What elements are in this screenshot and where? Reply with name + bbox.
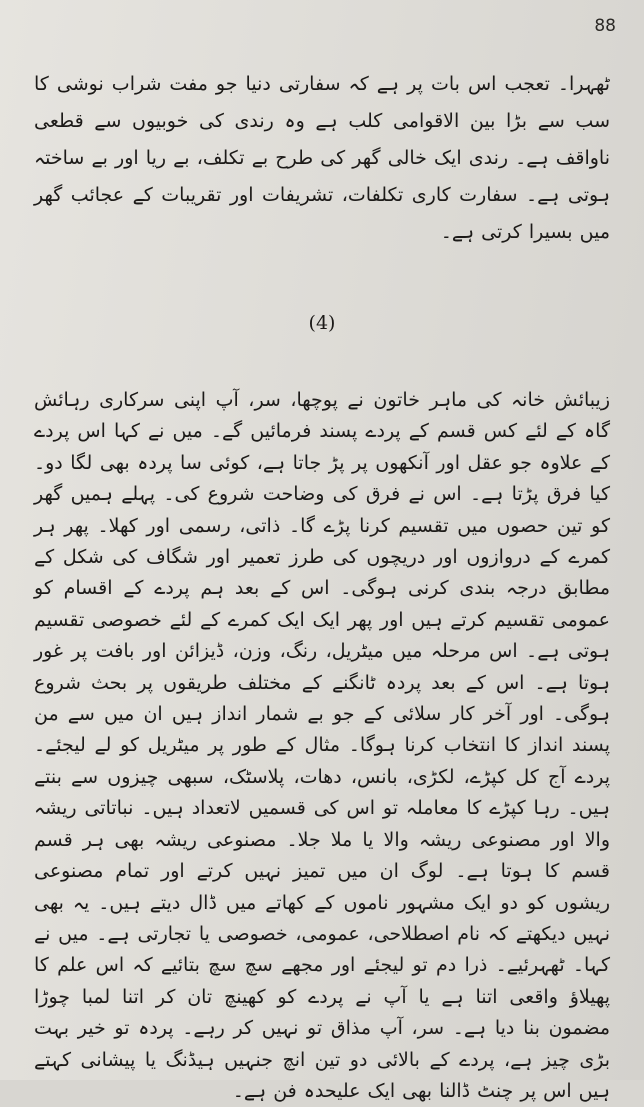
paragraph-2: زیبائش خانہ کی ماہر خاتون نے پوچھا، سر، آپ اپنی سرکاری رہائش گاہ کے لئے کس قسم کے پردے پسند فرمائیں گے۔ میں نے کہا اس پردے کے علاوہ جو عقل اور آنکھوں پر پڑ جاتا ہے، کوئی سا پردہ بھی لگا دو۔ کیا فرق پڑتا ہے۔ اس نے فرق کی وضاحت شروع کی۔ پہلے ہمیں گھر کو تین حصوں میں تقسیم کرنا پڑے گا۔ ذاتی، رسمی اور کھلا۔ پھر ہر کمرے کے دروازوں اور دریچوں کی طرز تعمیر اور شگاف کی شکل کے مطابق درجہ بندی کرنی ہوگی۔ اس کے بعد ہم پردے کے اقسام کو عمومی تقسیم کرتے ہیں اور پھر ایک ایک کمرے کے لئے خصوصی تقسیم ہوتی ہے۔ اس مرحلہ میں میٹریل، رنگ، وزن، ڈیزائن اور بافت پر غور ہوتا ہے۔ اس کے بعد پردہ ٹانگنے کے مختلف طریقوں پر بحث شروع ہوگی۔ اور آخر کار سلائی کے جو بے شمار انداز ہیں ان میں سے من پسند انداز کا انتخاب کرنا ہوگا۔ مثال کے طور پر میٹریل کو لے لیجئے۔ پردے آج کل کپڑے، لکڑی، بانس، دھات، پلاسٹک، سبھی چیزوں سے بنتے ہیں۔ رہا کپڑے کا معاملہ تو اس کی قسمیں لاتعداد ہیں۔ نباتاتی ریشہ والا اور مصنوعی ریشہ والا یا ملا جلا۔ مصنوعی ریشہ بھی ہر قسم قسم کا ہوتا ہے۔ لوگ ان میں تمیز نہیں کرتے اور تمام مصنوعی ریشوں کو دو ایک مشہور ناموں کے کھاتے میں ڈال دیتے ہیں۔ یہ بھی نہیں دیکھتے کہ نام اصطلاحی، عمومی، خصوصی یا تجارتی ہے۔ میں نے کہا۔ ٹھہرئیے۔ ذرا دم تو لیجئے اور مجھے سچ سچ بتائیے کہ اس علم کا پھیلاؤ واقعی اتنا ہے یا آپ نے پردے کو کھینچ تان کر اتنا لمبا چوڑا مضمون بنا دیا ہے۔ سر، آپ مذاق تو نہیں کر رہے۔ پردہ تو خیر بہت بڑی چیز ہے، پردے کے بالائی دو تین انچ جنہیں ہیڈنگ یا پیشانی کہتے ہیں اس پر چنٹ ڈالنا بھی ایک علیحدہ فن ہے۔ — [34, 389, 610, 1102]
page-number: 88 — [594, 16, 616, 36]
paragraph-1: ٹھہرا۔ تعجب اس بات پر ہے کہ سفارتی دنیا جو مفت شراب نوشی کا سب سے بڑا بین الاقوامی کلب ہے وہ رندی کی خوبیوں سے قطعی ناواقف ہے۔ رندی ایک خالی گھر کی طرح بے تکلف، بے ریا اور بے ساختہ ہوتی ہے۔ سفارت کاری تکلفات، تشریفات اور تقریبات کے عجائب گھر میں بسیرا کرتی ہے۔ — [34, 73, 610, 243]
section-number: (4) — [308, 312, 336, 334]
